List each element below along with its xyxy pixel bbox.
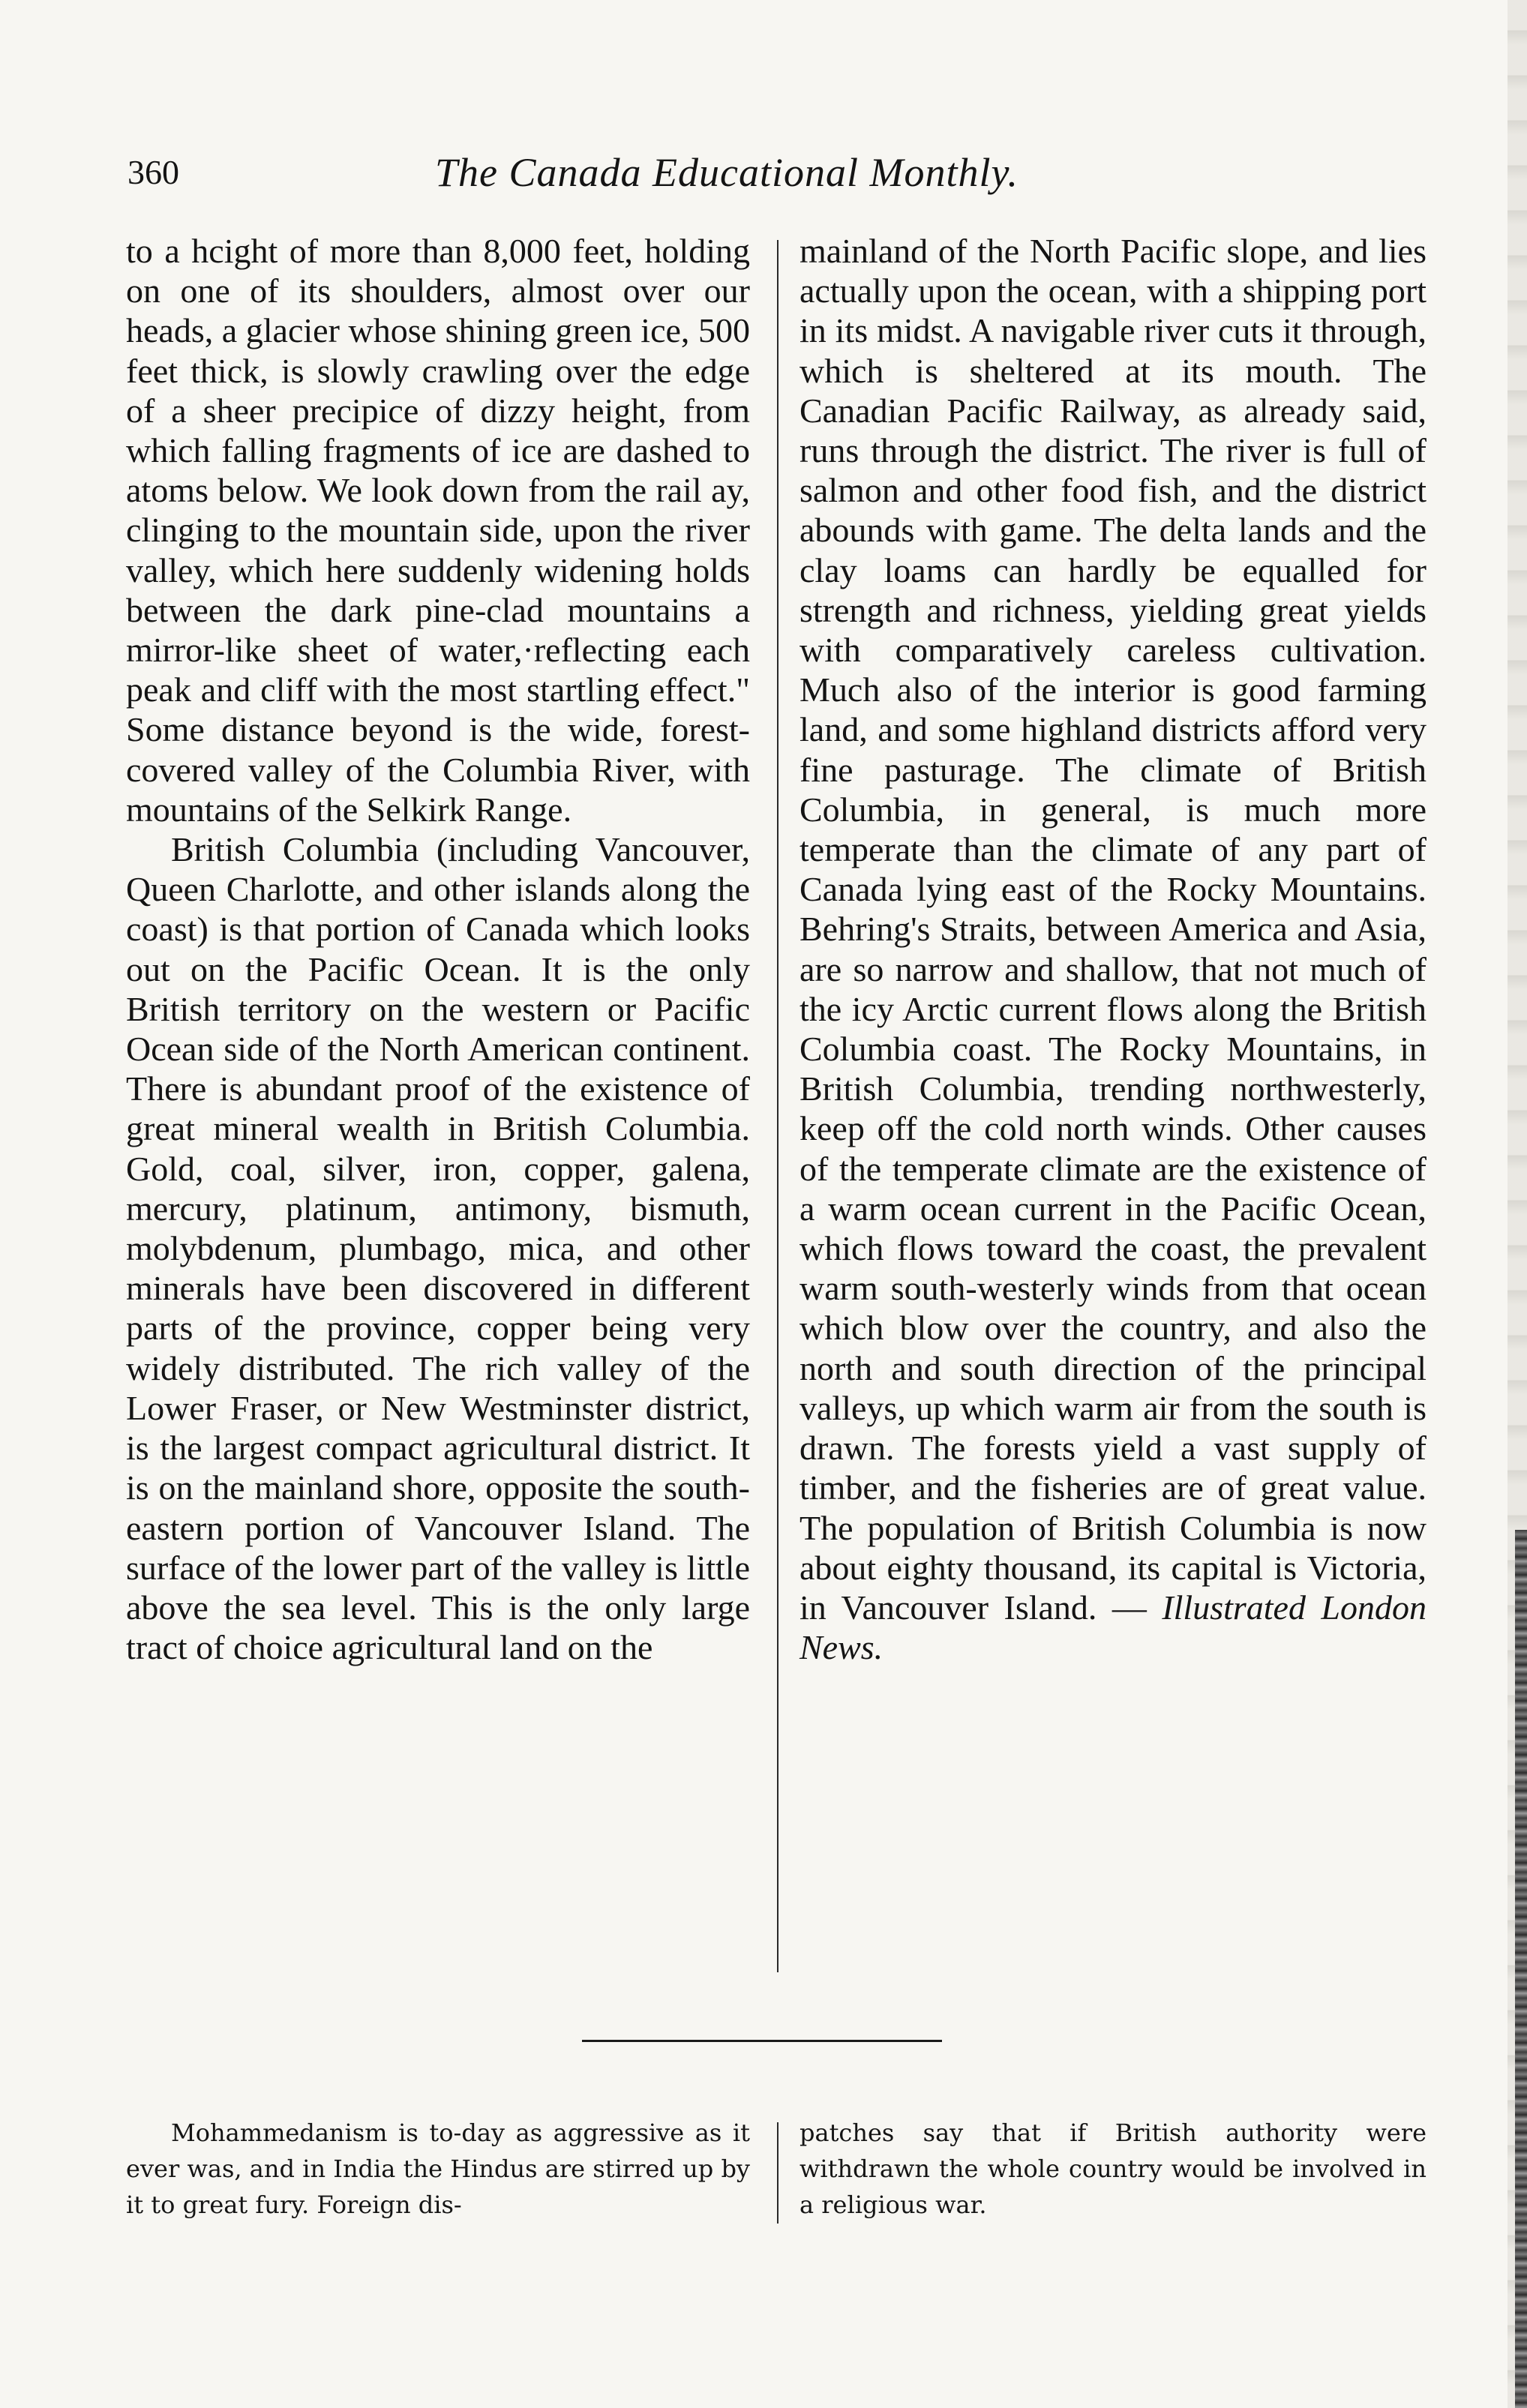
footnote-column-right — [800, 2115, 1426, 2223]
source-attribution: Illustrated London News. — [800, 1588, 1426, 1667]
running-title: The Canada Educational Monthly. — [435, 150, 1018, 195]
footnote-column-divider — [777, 2122, 778, 2224]
article-paragraph-continued — [800, 231, 1426, 1667]
footnote-text: patches say that if British authority were withdrawn the whole country would be involved in a religious war. — [800, 2119, 1426, 2219]
scan-edge-shadow — [1515, 1530, 1527, 2408]
section-divider — [582, 2040, 942, 2042]
article-text: mainland of the North Pacific slope, and lies actually upon the ocean, with a shipping port in its midst. A navigable river cuts it through, which is sheltered at its mouth. The Canadian Pacific Railway, as already said, runs through the district. The river is full of salmon and other food fish, and the district abounds with game. The delta lands and the clay loams can hardly be equalled for strength and richness, yielding great yields with comparatively careless cultivation. Much also of the interior is good farming land, and some highland districts afford very fine pasturage. The climate of British Columbia, in general, is much more temperate than the climate of any part of Canada lying east of the Rocky Mountains. Behring's Straits, between America and Asia, are so narrow and shallow, that not much of the icy Arctic current flows along the British Columbia coast. The Rocky Mountains, in British Columbia, trending northwesterly, keep off the cold north winds. Other causes of the temperate climate are the existence of a warm ocean current in the Pacific Ocean, which flows toward the coast, the prevalent warm south-westerly winds from that ocean which blow over the country, and also the north and south direction of the principal valleys, up which warm air from the south is drawn. The forests yield a vast supply of timber, and the fisheries are of great value. The population of British Columbia is now about eighty thousand, its capital is Victoria, in Vancouver Island. — — [800, 232, 1426, 1627]
footnote-column-left — [126, 2115, 750, 2223]
article-paragraph: British Columbia (including Vancouver, Queen Charlotte, and other islands along the coast) is that portion of Canada which looks out on the Pacific Ocean. It is the only British territory on the western or Pacific Ocean side of the North American continent. There is abundant proof of the existence of great mineral wealth in British Columbia. Gold, coal, silver, iron, copper, galena, mercury, platinum, antimony, bismuth, molybdenum, plumbago, mica, and other minerals have been discovered in different parts of the province, copper being very widely distributed. The rich valley of the Lower Fraser, or New Westminster district, is the largest compact agricultural district. It is on the mainland shore, opposite the south-eastern portion of Vancouver Island. The surface of the lower part of the valley is little above the sea level. This is the only large tract of choice agricultural land on the — [126, 830, 750, 1667]
column-divider — [777, 240, 778, 1972]
article-paragraph: to a hcight of more than 8,000 feet, holding on one of its shoulders, almost over our heads, a glacier whose shining green ice, 500 feet thick, is slowly crawling over the edge of a sheer precipice of dizzy height, from which falling fragments of ice are dashed to atoms below. We look down from the rail ay, clinging to the mountain side, upon the river valley, which here suddenly widening holds between the dark pine-clad mountains a mirror-like sheet of water,·reflecting each peak and cliff with the most startling effect." Some distance beyond is the wide, forest-covered valley of the Columbia River, with mountains of the Selkirk Range. — [126, 232, 750, 829]
article-column-right — [800, 231, 1426, 1667]
page-number: 360 — [128, 153, 179, 191]
page-header — [128, 150, 1402, 202]
article-column-left — [126, 231, 750, 1667]
footnote-text: Mohammedanism is to-day as aggressive as it ever was, and in India the Hindus are stirred up by it to great fury. Foreign dis- — [126, 2119, 750, 2219]
